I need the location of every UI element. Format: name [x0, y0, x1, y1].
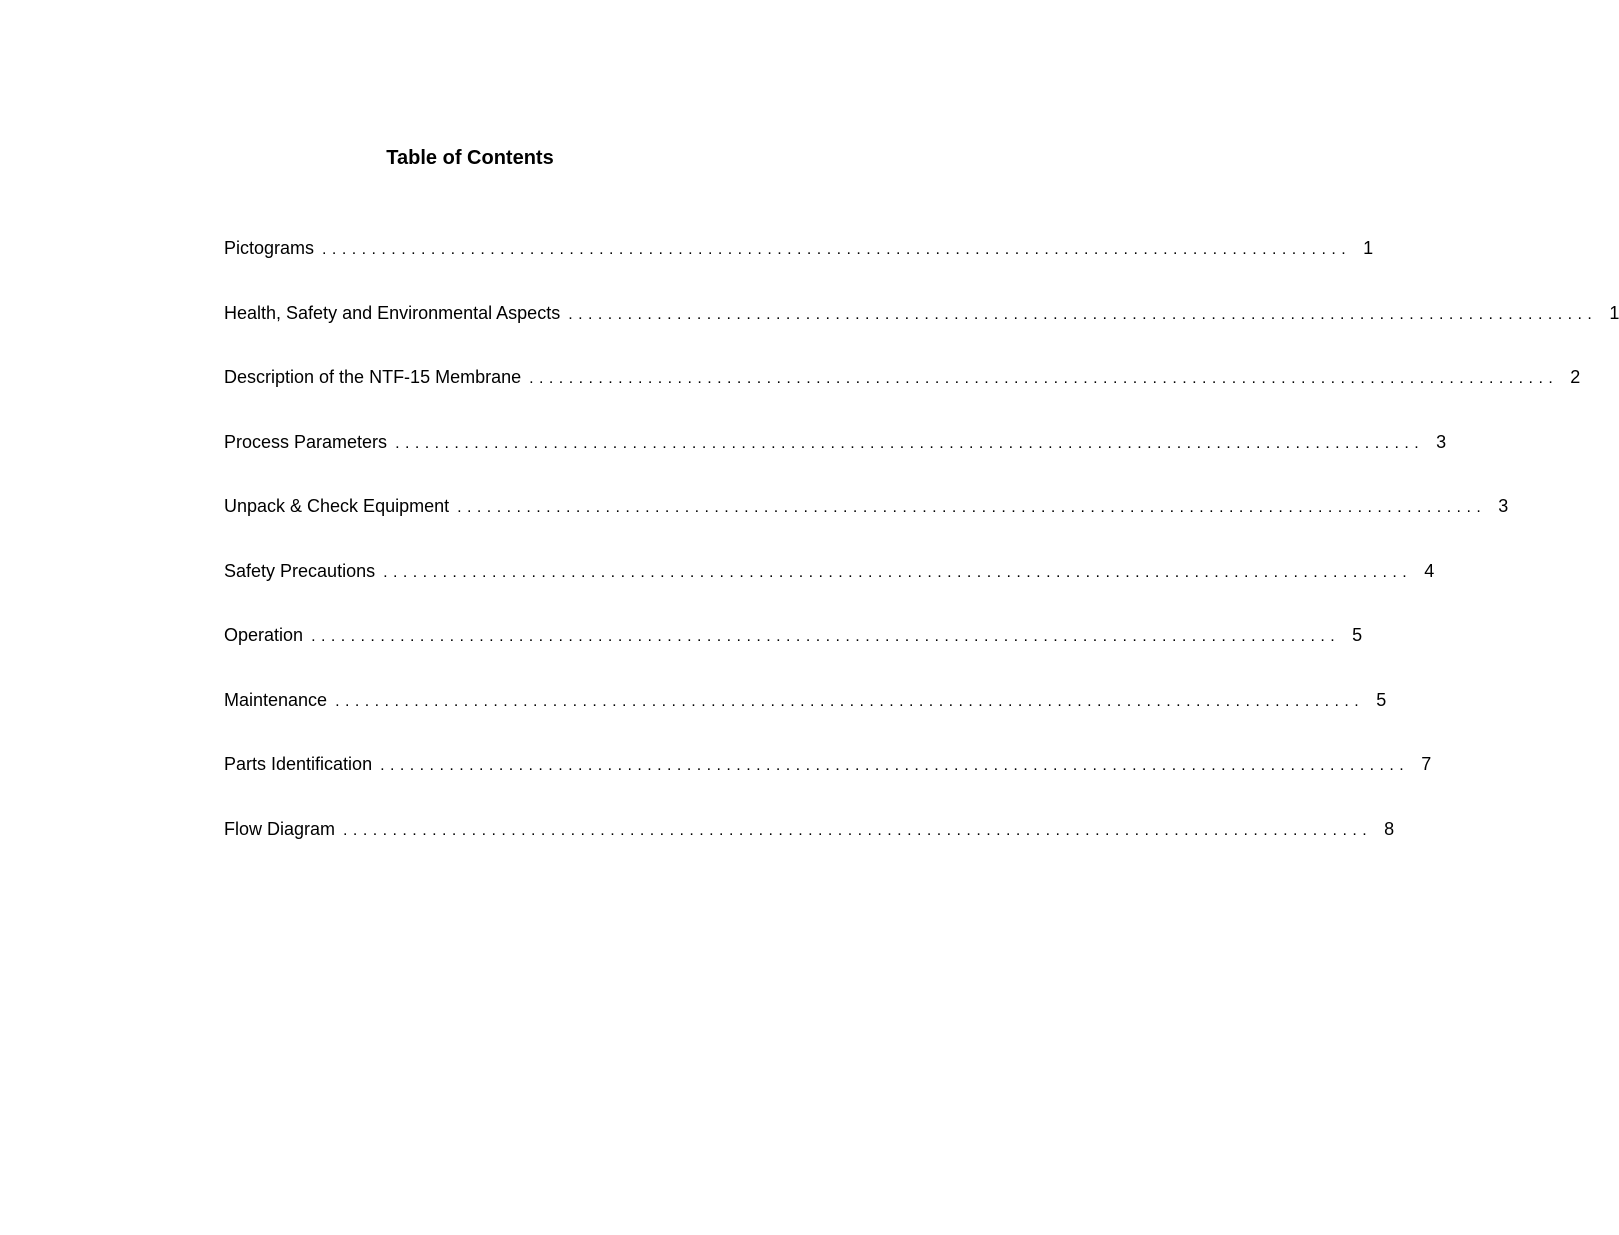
toc-entry-label: Description of the NTF-15 Membrane	[224, 367, 522, 387]
toc-entry-maintenance[interactable]	[224, 688, 1387, 753]
page-title: Table of Contents	[386, 147, 554, 169]
toc-dot-leader: ........................................................................................................	[457, 499, 1487, 516]
toc-page-number: 1	[1609, 302, 1619, 323]
toc-page-number: 7	[1421, 754, 1432, 774]
toc-page-number: 3	[1498, 496, 1509, 516]
toc-dot-leader: ........................................................................................................	[529, 370, 1559, 387]
toc-dot-leader: ........................................................................................................	[311, 628, 1341, 645]
toc-entry-label: Parts Identification	[224, 754, 373, 774]
toc-entry-label: Health, Safety and Environmental Aspects	[224, 302, 561, 323]
toc-page-number: 3	[1436, 431, 1447, 452]
toc-entry-unpack-check[interactable]	[224, 494, 1509, 559]
toc-page-number: 1	[1363, 238, 1374, 258]
toc-page-number: 8	[1384, 818, 1395, 839]
toc-entry-pictograms[interactable]	[224, 236, 1374, 301]
toc-entry-membrane-description[interactable]	[224, 365, 1581, 430]
toc-entry-label: Safety Precautions	[224, 560, 376, 581]
toc-entry-flow-diagram[interactable]	[224, 817, 1395, 882]
toc-entry-label: Pictograms	[224, 238, 315, 258]
toc-page-number: 2	[1570, 367, 1581, 387]
toc-dot-leader: ........................................................................................................	[568, 305, 1598, 323]
toc-entry-label: Unpack & Check Equipment	[224, 496, 450, 516]
toc-dot-leader: ........................................................................................................	[335, 692, 1365, 710]
toc-entry-label: Flow Diagram	[224, 818, 336, 839]
toc-list	[224, 236, 1619, 881]
toc-entry-label: Operation	[224, 625, 304, 645]
toc-page-number: 4	[1424, 560, 1435, 581]
toc-page-number: 5	[1376, 689, 1387, 710]
toc-dot-leader: ........................................................................................................	[343, 821, 1373, 839]
toc-page-number: 5	[1352, 625, 1363, 645]
toc-entry-label: Maintenance	[224, 689, 328, 710]
toc-entry-operation[interactable]	[224, 623, 1363, 688]
toc-entry-safety-precautions[interactable]	[224, 559, 1435, 624]
toc-entry-label: Process Parameters	[224, 431, 388, 452]
toc-dot-leader: ........................................................................................................	[322, 241, 1352, 258]
toc-entry-process-parameters[interactable]	[224, 430, 1447, 495]
toc-entry-parts-identification[interactable]	[224, 752, 1432, 817]
toc-dot-leader: ........................................................................................................	[383, 563, 1413, 581]
toc-dot-leader: ........................................................................................................	[395, 434, 1425, 452]
toc-entry-health-safety[interactable]	[224, 301, 1619, 366]
toc-dot-leader: ........................................................................................................	[380, 757, 1410, 774]
